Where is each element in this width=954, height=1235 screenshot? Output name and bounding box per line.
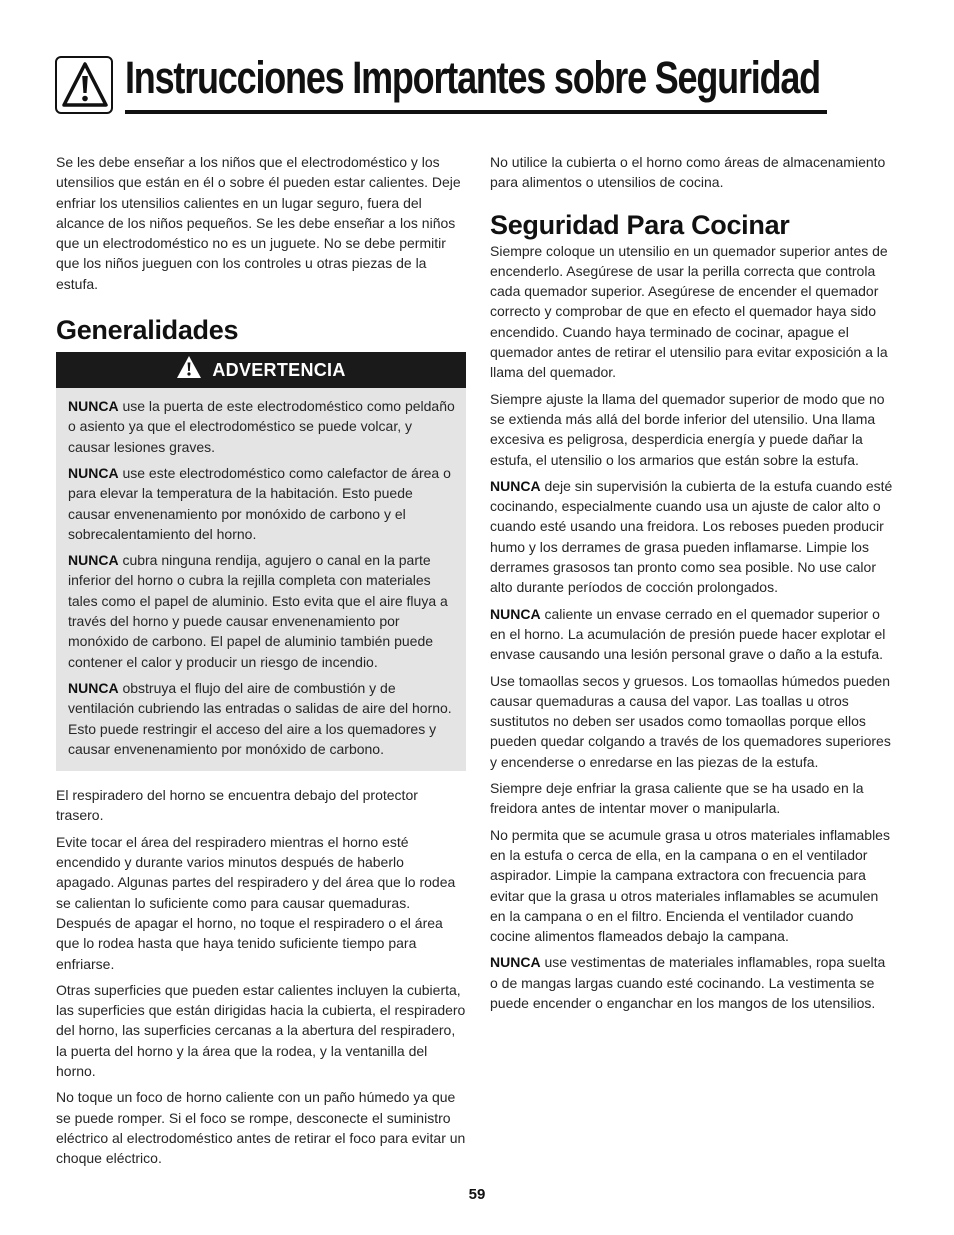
body-paragraph: Evite tocar el área del respiradero mientras el horno esté encendido y durante varios minutos después de haberlo apagado. Algunas partes del respiradero y del área que lo rodea se calientan lo suficiente como para causar quemaduras. Después de apagar el horno, no toque el respiradero o el área que lo rodea hasta que haya tenido suficiente tiempo para enfriarse. [56, 833, 456, 972]
body-paragraph: NUNCA use vestimentas de materiales inflamables, ropa suelta o de mangas largas cuando esté cocinando. La vestimenta se puede encender o enganchar en los mangos de los utensilios. [490, 954, 886, 1011]
warning-item: NUNCA obstruya el flujo del aire de combustión y de ventilación cubriendo las entradas o salidas de aire del horno. Esto puede restringir el acceso del aire a los quemadores y causar envenenamiento por monóxido de carbono. [68, 679, 452, 757]
body-paragraph: NUNCA caliente un envase cerrado en el quemador superior o en el horno. La acumulación de presión puede hacer explotar el envase causando una lesión personal grave o daño a la estufa. [490, 605, 886, 663]
body-paragraph: No permita que se acumule grasa u otros materiales inflamables en la estufa o cerca de ella, en la campana o en el ventilador aspirador. Limpie la campana extractora con frecuencia para evitar que la grasa u otros materiales inflamables se acumulen en la campana o en el filtro. Encienda el ventilador cuando cocine alimentos flameados debajo la campana. [490, 826, 890, 945]
warning-label: ADVERTENCIA [212, 359, 346, 380]
body-paragraph: Siempre coloque un utensilio en un quemador superior antes de encenderlo. Asegúrese de usar la perilla correcta que controla cada quemador superior. Asegúrese de encender el quemador correcto y comprobar de que en efecto el quemador haya sido encendido. Cuando haya terminado de cocinar, apague el quemador antes de retirar el utensilio para evitar exposición a la llama del quemador. [490, 242, 888, 381]
section-heading-seguridad-para-cocinar: Seguridad Para Cocinar [490, 209, 790, 240]
warning-box [56, 352, 466, 771]
section-heading-generalidades: Generalidades [56, 315, 239, 346]
body-paragraph: Siempre deje enfriar la grasa caliente que se ha usado en la freidora antes de intentar mover o manipularla. [490, 780, 864, 817]
warning-triangle-icon [55, 56, 113, 114]
body-paragraph: El respiradero del horno se encuentra debajo del protector trasero. [56, 787, 418, 824]
warning-triangle-icon [176, 355, 202, 384]
warning-body [56, 388, 466, 759]
right-column [490, 152, 896, 1013]
warning-banner [56, 352, 466, 388]
body-paragraph: NUNCA deje sin supervisión la cubierta de la estufa cuando esté cocinando, especialmente cuando usa un ajuste de calor alto o cuando esté usando una freidora. Los reboses pueden producir humo y los derrames de grasa pueden inflamarse. Limpie los derrames grasosos tan pronto como sea posible. No use calor alto durante períodos de cocción prolongados. [490, 477, 893, 596]
body-paragraph: Otras superficies que pueden estar calientes incluyen la cubierta, las superficies que están dirigidas hacia la cubierta, el respiradero del horno, las superficies cercanas a la abertura del respiradero, la puerta del horno y la área que la rodea, y la ventanilla del horno. [56, 981, 466, 1079]
intro-paragraph: No utilice la cubierta o el horno como áreas de almacenamiento para alimentos o utensilios de cocina. [490, 154, 886, 191]
page-title: Instrucciones Importantes sobre Seguridad [125, 52, 820, 103]
body-paragraph: Siempre ajuste la llama del quemador superior de modo que no se extienda más allá del borde inferior del utensilio. Una llama excesiva es peligrosa, desperdicia energía y puede dañar la estufa, el utensilio o los armarios que están sobre la estufa. [490, 390, 885, 468]
body-paragraph: Use tomaollas secos y gruesos. Los tomaollas húmedos pueden causar quemaduras a causa del vapor. Las toallas u otros sustitutos no deben ser usados como tomaollas porque ellos pueden quedar colgando a través de los quemadores superiores y encenderse o enredarse en las piezas de la estufa. [490, 672, 891, 770]
page-header [55, 52, 827, 118]
body-paragraph: No toque un foco de horno caliente con un paño húmedo ya que se puede romper. Si el foco se rompe, desconecte el suministro eléctrico al electrodoméstico antes de retirar el foco para evitar un choque eléctrico. [56, 1089, 466, 1167]
page-number: 59 [468, 1186, 486, 1203]
warning-item: NUNCA use la puerta de este electrodoméstico como peldaño o asiento ya que el electrodoméstico se puede volcar, y causar lesiones graves. [68, 398, 455, 455]
warning-item: NUNCA use este electrodoméstico como calefactor de área o para elevar la temperatura de la habitación. Esto puede causar envenenamiento por monóxido de carbono y el sobrecalentamiento del horno. [68, 464, 451, 542]
left-column [56, 152, 466, 1168]
title-underline [125, 110, 827, 114]
warning-item: NUNCA cubra ninguna rendija, agujero o canal en la parte inferior del horno o cubra la rejilla completa con materiales tales como el papel de aluminio. Esto evita que el aire fluya a través del horno y puede causar envenenamiento por monóxido de carbono. El papel de aluminio también puede contener el calor y producir un riesgo de incendio. [68, 552, 448, 670]
intro-paragraph: Se les debe enseñar a los niños que el electrodoméstico y los utensilios que están en él o sobre él pueden estar calientes. Deje enfriar los utensilios calientes en un lugar seguro, fuera del alcance de los niños pequeños. Se les debe enseñar a los niños que un electrodoméstico no es un juguete. No se debe permitir que los niños jueguen con los controles u otras piezas de la estufa. [56, 154, 461, 292]
